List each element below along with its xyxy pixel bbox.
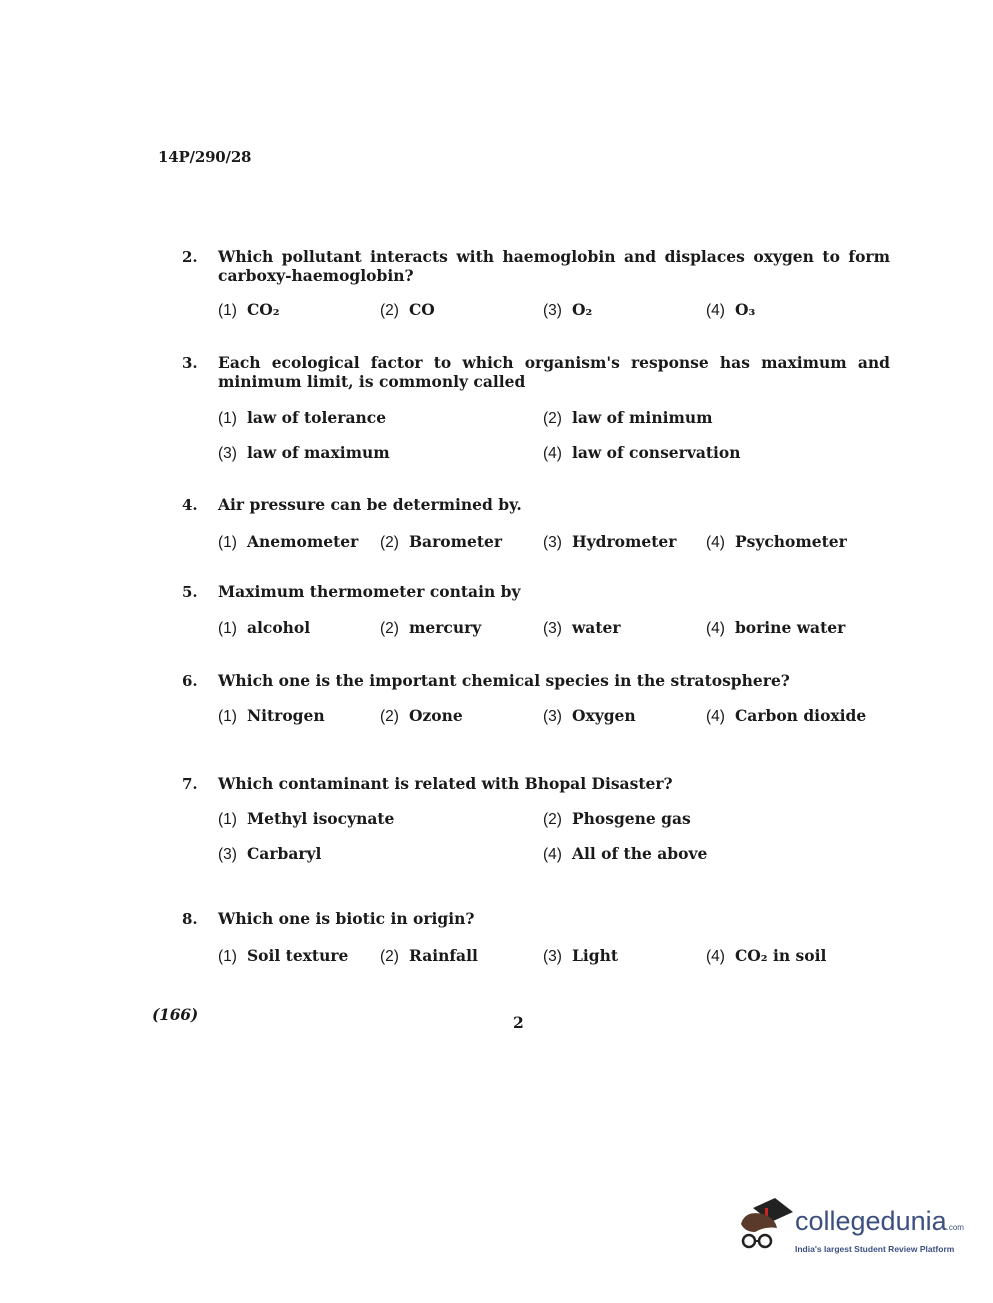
question-text: Each ecological factor to which organism's response has maximum and minimum limit, is commonly called bbox=[218, 353, 890, 391]
question-text: Maximum thermometer contain by bbox=[218, 582, 521, 601]
question-number: 8. bbox=[182, 910, 198, 928]
option-number: (1) bbox=[218, 534, 237, 551]
brand-suffix: .com bbox=[946, 1223, 964, 1232]
question-number: 7. bbox=[182, 775, 198, 793]
answer-option bbox=[706, 706, 866, 726]
option-text: Ozone bbox=[408, 706, 463, 725]
option-text: law of minimum bbox=[571, 408, 713, 427]
option-number: (1) bbox=[218, 302, 237, 319]
answer-option bbox=[218, 443, 390, 463]
option-number: (3) bbox=[218, 445, 237, 462]
option-number: (3) bbox=[543, 302, 562, 319]
option-number: (4) bbox=[706, 302, 725, 319]
option-number: (4) bbox=[706, 534, 725, 551]
option-number: (4) bbox=[706, 708, 725, 725]
option-number: (4) bbox=[706, 620, 725, 637]
answer-option bbox=[218, 706, 325, 726]
option-number: (4) bbox=[543, 846, 562, 863]
option-number: (4) bbox=[543, 445, 562, 462]
page-number: 2 bbox=[513, 1013, 524, 1032]
option-number: (3) bbox=[543, 534, 562, 551]
option-text: Psychometer bbox=[734, 532, 847, 551]
answer-option bbox=[543, 300, 592, 320]
option-text: law of maximum bbox=[246, 443, 390, 462]
option-text: mercury bbox=[408, 618, 482, 637]
option-text: alcohol bbox=[246, 618, 311, 637]
question-number: 6. bbox=[182, 672, 198, 690]
answer-option bbox=[706, 532, 847, 552]
answer-option bbox=[706, 946, 826, 966]
option-number: (4) bbox=[706, 948, 725, 965]
question-number: 2. bbox=[182, 248, 198, 266]
option-text: borine water bbox=[734, 618, 846, 637]
option-text: Carbaryl bbox=[246, 844, 322, 863]
answer-option bbox=[543, 532, 676, 552]
option-text: Rainfall bbox=[408, 946, 478, 965]
option-number: (1) bbox=[218, 620, 237, 637]
answer-option bbox=[218, 618, 310, 638]
footer-code: (166) bbox=[152, 1005, 199, 1024]
option-text: O₃ bbox=[734, 300, 756, 319]
answer-option bbox=[218, 532, 358, 552]
answer-option bbox=[543, 809, 691, 829]
answer-option bbox=[380, 618, 481, 638]
question-number: 4. bbox=[182, 496, 198, 514]
option-number: (2) bbox=[380, 302, 399, 319]
option-text: Phosgene gas bbox=[571, 809, 691, 828]
option-number: (1) bbox=[218, 948, 237, 965]
option-number: (3) bbox=[543, 948, 562, 965]
option-number: (2) bbox=[380, 948, 399, 965]
answer-option bbox=[218, 809, 394, 829]
option-text: Nitrogen bbox=[246, 706, 325, 725]
option-text: Oxygen bbox=[571, 706, 636, 725]
option-text: CO bbox=[408, 300, 435, 319]
option-text: Hydrometer bbox=[571, 532, 677, 551]
option-text: Barometer bbox=[408, 532, 503, 551]
option-number: (1) bbox=[218, 708, 237, 725]
answer-option bbox=[543, 946, 618, 966]
option-text: CO₂ in soil bbox=[734, 946, 827, 965]
brand-tagline: India's largest Student Review Platform bbox=[795, 1244, 955, 1254]
option-number: (3) bbox=[543, 708, 562, 725]
option-text: Soil texture bbox=[246, 946, 349, 965]
question-text: Air pressure can be determined by. bbox=[218, 495, 522, 514]
paper-code: 14P/290/28 bbox=[158, 148, 252, 166]
option-text: CO₂ bbox=[246, 300, 280, 319]
answer-option bbox=[543, 443, 741, 463]
question-number: 3. bbox=[182, 354, 198, 372]
answer-option bbox=[218, 946, 348, 966]
option-number: (2) bbox=[380, 708, 399, 725]
question-number: 5. bbox=[182, 583, 198, 601]
option-text: law of conservation bbox=[571, 443, 741, 462]
answer-option bbox=[218, 844, 321, 864]
option-number: (2) bbox=[380, 534, 399, 551]
option-text: Methyl isocynate bbox=[246, 809, 395, 828]
option-number: (2) bbox=[543, 811, 562, 828]
option-text: water bbox=[571, 618, 621, 637]
answer-option bbox=[380, 300, 435, 320]
option-number: (2) bbox=[543, 410, 562, 427]
question-text: Which contaminant is related with Bhopal Disaster? bbox=[218, 774, 673, 793]
answer-option bbox=[543, 706, 636, 726]
answer-option bbox=[218, 300, 280, 320]
answer-option bbox=[543, 844, 707, 864]
option-number: (3) bbox=[218, 846, 237, 863]
answer-option bbox=[706, 300, 755, 320]
question-text: Which one is biotic in origin? bbox=[218, 909, 475, 928]
answer-option bbox=[706, 618, 845, 638]
answer-option bbox=[218, 408, 386, 428]
option-text: All of the above bbox=[571, 844, 708, 863]
collegedunia-logo bbox=[735, 1196, 965, 1266]
question-text: Which one is the important chemical species in the stratosphere? bbox=[218, 671, 790, 690]
option-text: Anemometer bbox=[246, 532, 359, 551]
option-number: (1) bbox=[218, 811, 237, 828]
option-number: (3) bbox=[543, 620, 562, 637]
option-text: law of tolerance bbox=[246, 408, 387, 427]
answer-option bbox=[380, 946, 478, 966]
brand-name: collegedunia bbox=[795, 1206, 947, 1236]
option-text: O₂ bbox=[571, 300, 593, 319]
question-text: Which pollutant interacts with haemoglobin and displaces oxygen to form carboxy-haemoglobin? bbox=[218, 247, 890, 285]
option-text: Carbon dioxide bbox=[734, 706, 867, 725]
answer-option bbox=[380, 532, 502, 552]
mascot-icon bbox=[735, 1196, 795, 1260]
answer-option bbox=[380, 706, 463, 726]
option-text: Light bbox=[571, 946, 619, 965]
option-number: (2) bbox=[380, 620, 399, 637]
answer-option bbox=[543, 618, 621, 638]
option-number: (1) bbox=[218, 410, 237, 427]
answer-option bbox=[543, 408, 713, 428]
